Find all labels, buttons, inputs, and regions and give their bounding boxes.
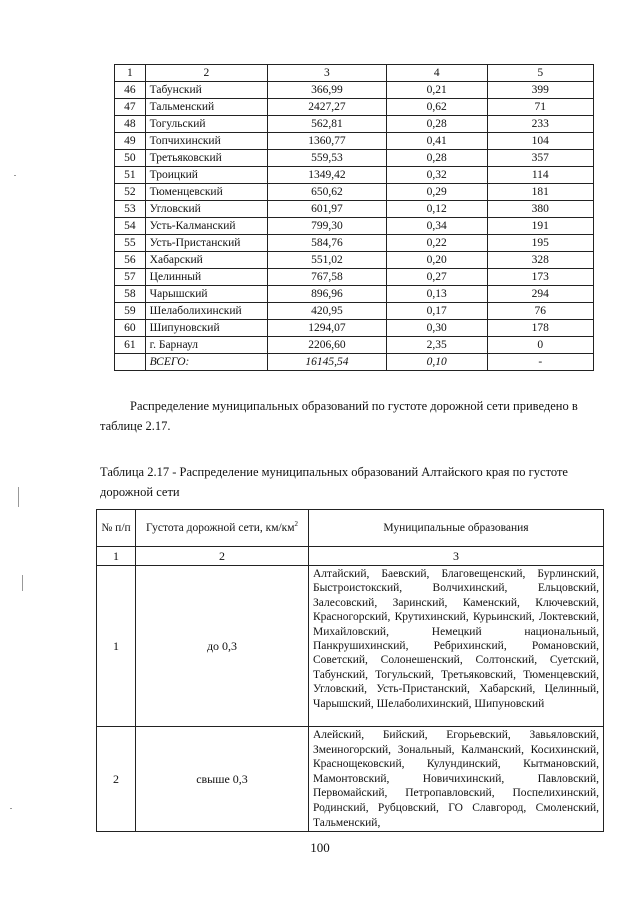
table-cell: 47	[115, 99, 146, 116]
table-cell: 52	[115, 184, 146, 201]
table-row	[115, 286, 594, 303]
table-cell: 57	[115, 269, 146, 286]
header-number: № п/п	[97, 510, 136, 547]
scan-artifact	[10, 808, 12, 809]
table-cell: 51	[115, 167, 146, 184]
table-cell: 601,97	[267, 201, 386, 218]
page-number: 100	[310, 840, 330, 855]
table-cell: 0,10	[386, 354, 487, 371]
table-row	[97, 566, 604, 727]
table-cell: 59	[115, 303, 146, 320]
table-cell: 0,28	[386, 116, 487, 133]
table-cell: 233	[487, 116, 593, 133]
table-header-row	[115, 65, 594, 82]
table-cell: 0,28	[386, 150, 487, 167]
table-cell: 181	[487, 184, 593, 201]
header-municipalities: Муниципальные образования	[309, 510, 604, 547]
table-cell: 2427,27	[267, 99, 386, 116]
road-network-table	[114, 64, 594, 371]
table-cell: 357	[487, 150, 593, 167]
row-municipalities: Алейский, Бийский, Егорьевский, Завьяловский, Змеиногорский, Зональный, Калманский, Косихинский, Краснощековский, Кулундинский, Кытмановский, Мамонтовский, Новичихинский, Павловский, Первомайский, Петропавловский, Поспелихинский, Родинский, Рубцовский, ГО Славгород, Смоленский, Тальменский,	[309, 727, 604, 832]
table-cell: 178	[487, 320, 593, 337]
table-cell: 2,35	[386, 337, 487, 354]
table-cell: Тюменцевский	[145, 184, 267, 201]
table-cell: 195	[487, 235, 593, 252]
table-cell: Тальменский	[145, 99, 267, 116]
table-cell: 2206,60	[267, 337, 386, 354]
table-row	[115, 320, 594, 337]
table-cell: 0,32	[386, 167, 487, 184]
table-cell: 50	[115, 150, 146, 167]
table-row	[115, 82, 594, 99]
table-cell: 1	[115, 65, 146, 82]
table-row	[115, 99, 594, 116]
table-row	[115, 133, 594, 150]
table-cell: 76	[487, 303, 593, 320]
table-cell: Усть-Калманский	[145, 218, 267, 235]
table-row	[115, 184, 594, 201]
table-row	[115, 150, 594, 167]
table-cell: 0,22	[386, 235, 487, 252]
row-density: до 0,3	[136, 566, 309, 727]
row-municipalities: Алтайский, Баевский, Благовещенский, Бурлинский, Быстроистокский, Волчихинский, Ельцовский, Залесовский, Заринский, Каменский, Ключевский, Красногорский, Крутихинский, Курьинский, Локтевский, Михайловский, Немецкий национальный, Панкрушихинский, Ребрихинский, Романовский, Советский, Солонешенский, Солтонский, Суетский, Табунский, Тогульский, Третьяковский, Тюменцевский, Угловский, Усть-Пристанский, Хабарский, Целинный, Чарышский, Шелаболихинский, Шипуновский	[309, 566, 604, 727]
table-cell: Табунский	[145, 82, 267, 99]
table-cell: 0,20	[386, 252, 487, 269]
table-cell: 58	[115, 286, 146, 303]
table-cell: Чарышский	[145, 286, 267, 303]
table-cell: 0,21	[386, 82, 487, 99]
column-number-cell: 3	[309, 547, 604, 566]
table-cell: 16145,54	[267, 354, 386, 371]
table-cell: 562,81	[267, 116, 386, 133]
road-network-table-body	[115, 65, 594, 371]
table-cell: 294	[487, 286, 593, 303]
table-cell	[115, 354, 146, 371]
table-cell: 896,96	[267, 286, 386, 303]
row-number: 1	[97, 566, 136, 727]
table-cell: 420,95	[267, 303, 386, 320]
table-cell: 0,30	[386, 320, 487, 337]
table-cell: 53	[115, 201, 146, 218]
table-cell: 71	[487, 99, 593, 116]
table-cell: 4	[386, 65, 487, 82]
table-cell: 0	[487, 337, 593, 354]
table-header-row	[97, 510, 604, 547]
table-cell: г. Барнаул	[145, 337, 267, 354]
table-cell: 173	[487, 269, 593, 286]
table-cell: 48	[115, 116, 146, 133]
scan-artifact	[18, 487, 19, 507]
table-cell: 56	[115, 252, 146, 269]
density-distribution-table	[96, 509, 604, 832]
table-cell: 0,13	[386, 286, 487, 303]
scan-artifact	[22, 575, 23, 591]
table-cell: 3	[267, 65, 386, 82]
table-cell: 551,02	[267, 252, 386, 269]
table-cell: 0,34	[386, 218, 487, 235]
table-cell: 0,27	[386, 269, 487, 286]
table-cell: Угловский	[145, 201, 267, 218]
table-cell: 559,53	[267, 150, 386, 167]
table-cell: 5	[487, 65, 593, 82]
table-row	[115, 201, 594, 218]
table-cell: Усть-Пристанский	[145, 235, 267, 252]
table-row	[115, 252, 594, 269]
table-cell: 114	[487, 167, 593, 184]
table-row	[115, 303, 594, 320]
table-cell: 46	[115, 82, 146, 99]
table-cell: 799,30	[267, 218, 386, 235]
table-cell: 191	[487, 218, 593, 235]
total-row	[115, 354, 594, 371]
table-cell: 1294,07	[267, 320, 386, 337]
table-cell: 2	[145, 65, 267, 82]
header-density: Густота дорожной сети, $км/км^2$	[136, 510, 309, 547]
table-cell: 0,29	[386, 184, 487, 201]
table-cell: Хабарский	[145, 252, 267, 269]
table-cell: ВСЕГО:	[145, 354, 267, 371]
column-number-cell: 1	[97, 547, 136, 566]
table-cell: 366,99	[267, 82, 386, 99]
table-cell: Шипуновский	[145, 320, 267, 337]
table-cell: 767,58	[267, 269, 386, 286]
table-cell: Третьяковский	[145, 150, 267, 167]
table-cell: Целинный	[145, 269, 267, 286]
table-cell: Топчихинский	[145, 133, 267, 150]
table-cell: 650,62	[267, 184, 386, 201]
table-cell: 0,12	[386, 201, 487, 218]
table-cell: 584,76	[267, 235, 386, 252]
table-cell: 328	[487, 252, 593, 269]
table-cell: 54	[115, 218, 146, 235]
table-cell: 0,17	[386, 303, 487, 320]
column-number-row	[97, 547, 604, 566]
table-cell: 380	[487, 201, 593, 218]
table-cell: 55	[115, 235, 146, 252]
table-row	[115, 269, 594, 286]
distribution-paragraph: Распределение муниципальных образований по густоте дорожной сети приведено в таблице 2.17.	[100, 399, 578, 433]
table-row	[115, 218, 594, 235]
table-cell: 1360,77	[267, 133, 386, 150]
table-2-17-caption: Таблица 2.17 - Распределение муниципальных образований Алтайского края по густоте дорожной сети	[100, 465, 568, 499]
table-cell: 60	[115, 320, 146, 337]
table-cell: 61	[115, 337, 146, 354]
table-cell: Шелаболихинский	[145, 303, 267, 320]
scan-artifact	[14, 175, 16, 176]
row-density: свыше 0,3	[136, 727, 309, 832]
table-cell: 0,41	[386, 133, 487, 150]
table-cell: Тогульский	[145, 116, 267, 133]
table-row	[97, 727, 604, 832]
table-cell: 104	[487, 133, 593, 150]
row-number: 2	[97, 727, 136, 832]
table-row	[115, 116, 594, 133]
table-cell: 0,62	[386, 99, 487, 116]
table-row	[115, 167, 594, 184]
table-row	[115, 235, 594, 252]
table-cell: Троицкий	[145, 167, 267, 184]
table-cell: 399	[487, 82, 593, 99]
column-number-cell: 2	[136, 547, 309, 566]
table-row	[115, 337, 594, 354]
table-cell: 1349,42	[267, 167, 386, 184]
table-cell: 49	[115, 133, 146, 150]
table-cell: -	[487, 354, 593, 371]
